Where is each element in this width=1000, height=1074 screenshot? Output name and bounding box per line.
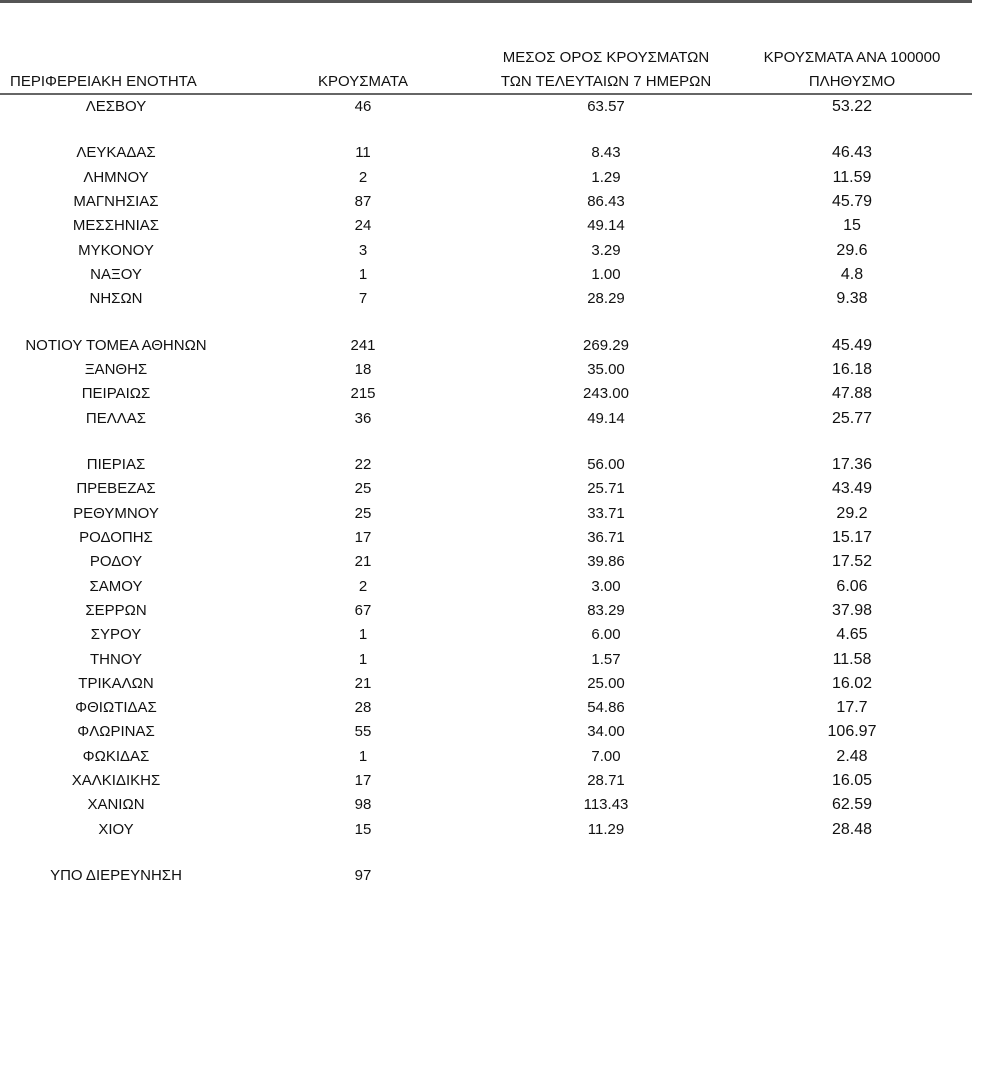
cell-cases: 25 bbox=[354, 480, 372, 498]
cell-region: ΦΘΙΩΤΙΔΑΣ bbox=[75, 699, 157, 717]
cell-region: ΜΥΚΟΝΟΥ bbox=[78, 241, 154, 259]
row-spacer bbox=[0, 312, 972, 334]
table-row bbox=[0, 745, 972, 769]
cell-cases: 25 bbox=[354, 504, 372, 522]
cell-avg-7-days: 56.00 bbox=[587, 456, 625, 474]
cell-cases: 97 bbox=[354, 867, 372, 885]
cell-region: ΦΩΚΙΔΑΣ bbox=[82, 747, 150, 765]
cell-region: ΛΕΥΚΑΔΑΣ bbox=[76, 144, 156, 162]
cell-region: ΝΑΞΟΥ bbox=[90, 265, 142, 283]
cell-region: ΝΟΤΙΟΥ ΤΟΜΕΑ ΑΘΗΝΩΝ bbox=[25, 336, 207, 354]
cell-region: ΧΙΟΥ bbox=[98, 820, 134, 838]
table-row bbox=[0, 575, 972, 599]
cell-cases: 2 bbox=[358, 577, 368, 595]
cell-per-100000: 25.77 bbox=[831, 409, 873, 427]
table-row bbox=[0, 453, 972, 477]
cell-avg-7-days: 1.57 bbox=[591, 650, 621, 668]
cell-region: ΠΡΕΒΕΖΑΣ bbox=[76, 480, 156, 498]
table-row bbox=[0, 190, 972, 214]
cell-region: ΤΗΝΟΥ bbox=[89, 650, 143, 668]
cell-per-100000: 15 bbox=[843, 217, 861, 235]
table-row bbox=[0, 166, 972, 190]
table-row bbox=[0, 141, 972, 165]
cell-cases: 2 bbox=[358, 168, 368, 186]
cell-avg-7-days: 8.43 bbox=[591, 144, 621, 162]
table-row bbox=[0, 672, 972, 696]
cell-per-100000: 37.98 bbox=[831, 601, 873, 619]
cell-per-100000: 9.38 bbox=[836, 290, 868, 308]
cell-region: ΣΥΡΟΥ bbox=[90, 626, 142, 644]
table-row bbox=[0, 769, 972, 793]
table-row bbox=[0, 623, 972, 647]
table-body bbox=[0, 95, 972, 888]
cell-avg-7-days: 25.71 bbox=[587, 480, 625, 498]
header-per-line2: ΠΛΗΘΥΣΜΟ bbox=[808, 73, 896, 90]
cell-cases: 67 bbox=[354, 601, 372, 619]
cell-avg-7-days: 1.00 bbox=[591, 265, 621, 283]
table-row bbox=[0, 599, 972, 623]
cell-avg-7-days: 49.14 bbox=[587, 217, 625, 235]
cell-region: ΡΟΔΟΠΗΣ bbox=[79, 529, 153, 547]
cell-region: ΜΑΓΝΗΣΙΑΣ bbox=[73, 193, 159, 211]
cell-per-100000: 53.22 bbox=[831, 98, 873, 115]
cell-region: ΝΗΣΩΝ bbox=[89, 290, 143, 308]
cell-cases: 18 bbox=[354, 361, 372, 379]
cell-avg-7-days: 33.71 bbox=[587, 504, 625, 522]
cell-region: ΛΗΜΝΟΥ bbox=[83, 168, 149, 186]
cell-avg-7-days: 49.14 bbox=[587, 409, 625, 427]
row-spacer bbox=[0, 119, 972, 141]
cell-region: ΤΡΙΚΑΛΩΝ bbox=[78, 674, 154, 692]
cell-avg-7-days: 6.00 bbox=[591, 626, 621, 644]
table-row bbox=[0, 502, 972, 526]
cell-per-100000: 29.6 bbox=[836, 241, 868, 259]
header-avg-line2: ΤΩΝ ΤΕΛΕΥΤΑΙΩΝ 7 ΗΜΕΡΩΝ bbox=[500, 73, 712, 90]
table-row bbox=[0, 818, 972, 842]
cell-cases: 87 bbox=[354, 193, 372, 211]
cell-avg-7-days: 83.29 bbox=[587, 601, 625, 619]
cell-per-100000: 4.65 bbox=[836, 626, 868, 644]
cell-region: ΡΟΔΟΥ bbox=[89, 553, 143, 571]
cell-cases: 28 bbox=[354, 699, 372, 717]
cell-cases: 24 bbox=[354, 217, 372, 235]
cell-cases: 21 bbox=[354, 553, 372, 571]
cell-per-100000: 11.58 bbox=[832, 650, 872, 668]
table-row bbox=[0, 382, 972, 406]
cell-cases: 55 bbox=[354, 723, 372, 741]
table-row bbox=[0, 407, 972, 431]
table-header bbox=[0, 44, 972, 94]
cell-cases: 241 bbox=[350, 336, 376, 354]
cell-avg-7-days: 35.00 bbox=[587, 361, 625, 379]
cell-per-100000: 62.59 bbox=[831, 796, 873, 814]
cell-cases: 46 bbox=[354, 98, 372, 115]
cell-cases: 7 bbox=[358, 290, 368, 308]
cell-cases: 215 bbox=[350, 385, 376, 403]
cell-region: ΧΑΝΙΩΝ bbox=[87, 796, 145, 814]
cell-region: ΛΕΣΒΟΥ bbox=[85, 98, 147, 115]
cell-avg-7-days: 3.00 bbox=[591, 577, 621, 595]
table-row bbox=[0, 239, 972, 263]
cell-cases: 17 bbox=[354, 771, 372, 789]
table-row bbox=[0, 648, 972, 672]
cell-per-100000: 47.88 bbox=[831, 385, 873, 403]
cell-per-100000: 16.05 bbox=[831, 771, 873, 789]
cell-per-100000: 45.49 bbox=[831, 336, 873, 354]
cell-region: ΠΙΕΡΙΑΣ bbox=[86, 456, 146, 474]
cell-region: ΣΑΜΟΥ bbox=[89, 577, 143, 595]
cell-avg-7-days: 11.29 bbox=[587, 820, 625, 838]
cell-cases: 15 bbox=[354, 820, 372, 838]
header-region: ΠΕΡΙΦΕΡΕΙΑΚΗ ΕΝΟΤΗΤΑ bbox=[10, 73, 197, 90]
cell-avg-7-days: 25.00 bbox=[587, 674, 625, 692]
cell-avg-7-days: 243.00 bbox=[583, 385, 629, 403]
cell-per-100000: 4.8 bbox=[840, 265, 864, 283]
cell-avg-7-days: 28.71 bbox=[587, 771, 625, 789]
cell-region: ΥΠΟ ΔΙΕΡΕΥΝΗΣΗ bbox=[50, 867, 182, 885]
table-row bbox=[0, 720, 972, 744]
cell-per-100000: 6.06 bbox=[836, 577, 868, 595]
cell-per-100000: 45.79 bbox=[831, 193, 873, 211]
cell-cases: 1 bbox=[358, 626, 368, 644]
cell-avg-7-days: 86.43 bbox=[587, 193, 625, 211]
cell-avg-7-days: 54.86 bbox=[587, 699, 625, 717]
cell-cases: 1 bbox=[358, 650, 368, 668]
table-row bbox=[0, 526, 972, 550]
cell-per-100000: 16.02 bbox=[831, 674, 873, 692]
cell-per-100000: 43.49 bbox=[831, 480, 873, 498]
table-row bbox=[0, 287, 972, 311]
header-avg-line1: ΜΕΣΟΣ ΟΡΟΣ ΚΡΟΥΣΜΑΤΩΝ bbox=[502, 49, 710, 66]
row-spacer bbox=[0, 842, 972, 864]
cell-avg-7-days: 34.00 bbox=[587, 723, 625, 741]
cell-per-100000: 28.48 bbox=[831, 820, 873, 838]
cell-cases: 98 bbox=[354, 796, 372, 814]
cell-cases: 11 bbox=[355, 144, 371, 162]
top-rule bbox=[0, 0, 972, 3]
header-per-line1: ΚΡΟΥΣΜΑΤΑ ΑΝΑ 100000 bbox=[763, 49, 941, 66]
cell-per-100000: 17.52 bbox=[831, 553, 873, 571]
table-row bbox=[0, 477, 972, 501]
cell-region: ΣΕΡΡΩΝ bbox=[85, 601, 147, 619]
cell-avg-7-days: 39.86 bbox=[587, 553, 625, 571]
cell-cases: 1 bbox=[358, 265, 368, 283]
table-row bbox=[0, 696, 972, 720]
cell-region: ΠΕΛΛΑΣ bbox=[85, 409, 147, 427]
cell-per-100000: 106.97 bbox=[827, 723, 877, 741]
cell-cases: 17 bbox=[354, 529, 372, 547]
table-row bbox=[0, 550, 972, 574]
header-avg-7-days bbox=[478, 46, 734, 94]
cell-cases: 22 bbox=[354, 456, 372, 474]
table-row bbox=[0, 95, 972, 119]
cell-avg-7-days: 269.29 bbox=[583, 336, 629, 354]
cell-avg-7-days: 113.43 bbox=[583, 796, 629, 814]
cell-per-100000: 17.36 bbox=[831, 456, 873, 474]
cell-avg-7-days: 36.71 bbox=[587, 529, 625, 547]
cell-region: ΡΕΘΥΜΝΟΥ bbox=[73, 504, 159, 522]
cell-per-100000: 2.48 bbox=[836, 747, 868, 765]
cell-per-100000: 46.43 bbox=[831, 144, 873, 162]
cell-avg-7-days: 7.00 bbox=[591, 747, 621, 765]
cell-per-100000: 17.7 bbox=[836, 699, 868, 717]
table-row bbox=[0, 263, 972, 287]
cell-avg-7-days: 1.29 bbox=[591, 168, 621, 186]
cell-cases: 21 bbox=[354, 674, 372, 692]
cell-cases: 36 bbox=[354, 409, 372, 427]
row-spacer bbox=[0, 431, 972, 453]
table-row bbox=[0, 793, 972, 817]
cell-avg-7-days: 63.57 bbox=[587, 98, 625, 115]
cell-cases: 1 bbox=[358, 747, 368, 765]
cell-avg-7-days: 28.29 bbox=[587, 290, 625, 308]
cell-region: ΜΕΣΣΗΝΙΑΣ bbox=[72, 217, 160, 235]
cell-cases: 3 bbox=[358, 241, 368, 259]
table-row bbox=[0, 864, 972, 888]
header-per-100000 bbox=[734, 46, 970, 94]
cell-per-100000: 15.17 bbox=[831, 529, 873, 547]
cell-avg-7-days: 3.29 bbox=[591, 241, 621, 259]
cell-per-100000: 16.18 bbox=[831, 361, 873, 379]
cell-region: ΦΛΩΡΙΝΑΣ bbox=[77, 723, 155, 741]
table-row bbox=[0, 214, 972, 238]
table-row bbox=[0, 334, 972, 358]
cell-region: ΠΕΙΡΑΙΩΣ bbox=[81, 385, 151, 403]
header-cases: ΚΡΟΥΣΜΑΤΑ bbox=[318, 73, 408, 90]
cell-region: ΧΑΛΚΙΔΙΚΗΣ bbox=[71, 771, 161, 789]
cell-per-100000: 11.59 bbox=[832, 168, 872, 186]
table-row bbox=[0, 358, 972, 382]
cell-region: ΞΑΝΘΗΣ bbox=[84, 361, 148, 379]
cell-per-100000: 29.2 bbox=[836, 504, 868, 522]
